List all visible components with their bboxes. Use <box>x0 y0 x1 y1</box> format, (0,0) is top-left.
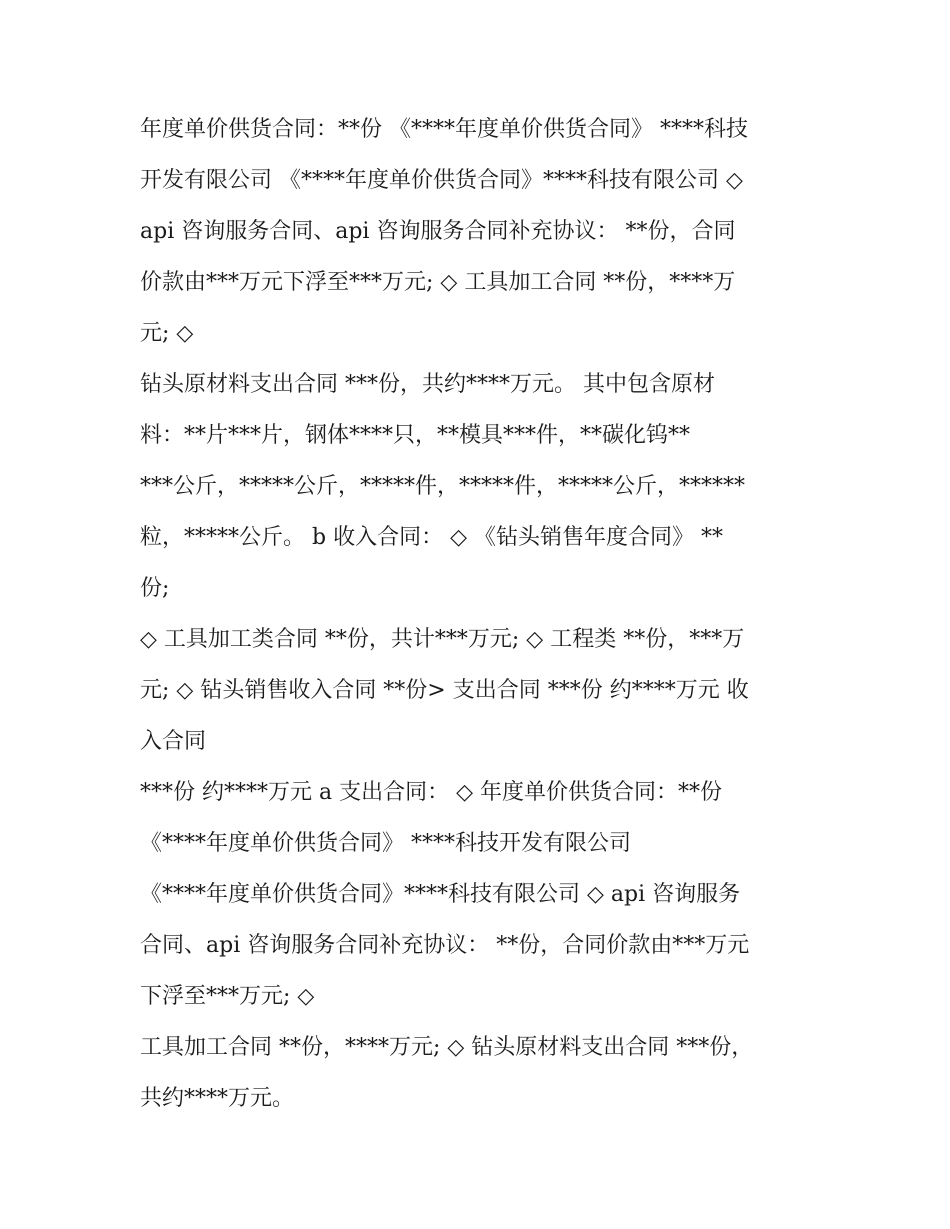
text-line: 粒，*****公斤。 b 收入合同： ◇ 《钻头销售年度合同》 ** <box>140 525 723 550</box>
text-line: 《****年度单价供货合同》 ****科技开发有限公司 <box>140 831 631 856</box>
text-line: ***公斤，*****公斤，*****件，*****件，*****公斤，****** <box>140 474 746 499</box>
text-line: ***份 约****万元 a 支出合同： ◇ 年度单价供货合同：**份 <box>140 780 723 805</box>
text-line: api 咨询服务合同、api 咨询服务合同补充协议： **份，合同 <box>140 219 736 244</box>
text-line: ◇ 工具加工类合同 **份，共计***万元; ◇ 工程类 **份，***万 <box>140 627 745 652</box>
text-line: 共约****万元。 <box>140 1086 295 1111</box>
document-body <box>140 104 820 1124</box>
text-line: 料：**片***片，钢体****只，**模具***件，**碳化钨** <box>140 423 691 448</box>
text-line: 钻头原材料支出合同 ***份，共约****万元。 其中包含原材 <box>140 372 715 397</box>
text-line: 《****年度单价供货合同》****科技有限公司 ◇ api 咨询服务 <box>140 882 741 907</box>
text-line: 年度单价供货合同：**份 《****年度单价供货合同》 ****科技 <box>140 117 748 142</box>
text-line: 价款由***万元下浮至***万元; ◇ 工具加工合同 **份，****万 <box>140 270 736 295</box>
text-line: 工具加工合同 **份，****万元; ◇ 钻头原材料支出合同 ***份， <box>140 1035 754 1060</box>
text-line: 元; ◇ <box>140 321 194 346</box>
text-line: 入合同 <box>140 729 207 754</box>
text-line: 元; ◇ 钻头销售收入合同 **份> 支出合同 ***份 约****万元 收 <box>140 678 749 703</box>
text-line: 份; <box>140 576 170 601</box>
text-line: 开发有限公司 《****年度单价供货合同》****科技有限公司 ◇ <box>140 168 743 193</box>
text-line: 合同、api 咨询服务合同补充协议： **份，合同价款由***万元 <box>140 933 750 958</box>
text-line: 下浮至***万元; ◇ <box>140 984 315 1009</box>
